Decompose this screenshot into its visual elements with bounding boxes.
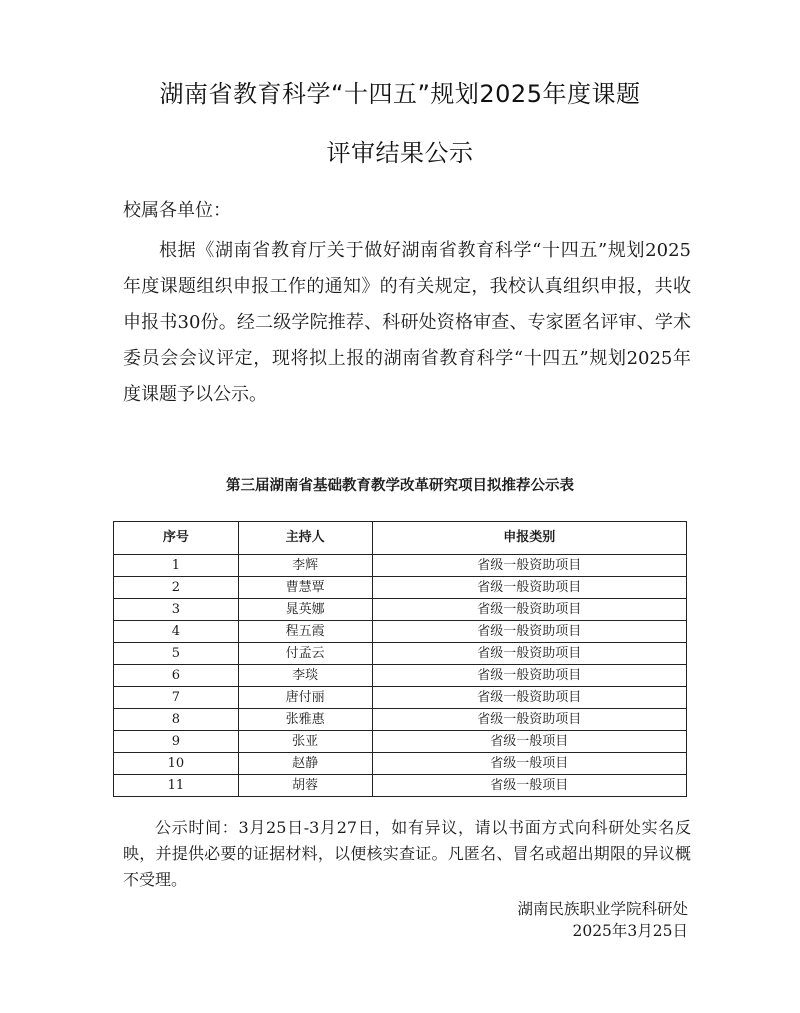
table-header-row [114,522,687,555]
body-paragraph: 根据《湖南省教育厅关于做好湖南省教育科学“十四五”规划2025年度课题组织申报工作的通知》的有关规定，我校认真组织申报，共收申报书30份。经二级学院推荐、科研处资格审查、专家匿名评审、学术委员会会议评定，现将拟上报的湖南省教育科学“十四五”规划2025年度课题予以公示。 [123,240,691,405]
cell-number: 2 [114,577,239,599]
cell-number: 5 [114,643,239,665]
cell-host: 赵静 [238,753,372,775]
cell-category: 省级一般项目 [372,775,686,797]
cell-number: 10 [114,753,239,775]
document-title-line-2: 评审结果公示 [326,139,474,167]
cell-category: 省级一般资助项目 [372,599,686,621]
cell-number: 6 [114,665,239,687]
cell-category: 省级一般资助项目 [372,555,686,577]
cell-category: 省级一般资助项目 [372,621,686,643]
table-row [114,577,687,599]
cell-host: 李辉 [238,555,372,577]
table-row [114,643,687,665]
document-title-line-1: 湖南省教育科学“十四五”规划2025年度课题 [159,80,641,108]
signature-block [517,898,688,942]
cell-number: 3 [114,599,239,621]
table-row [114,555,687,577]
cell-number: 11 [114,775,239,797]
table-row [114,753,687,775]
salutation: 校属各单位： [123,200,231,221]
table-row [114,621,687,643]
table-row [114,687,687,709]
results-table [113,521,687,797]
cell-category: 省级一般资助项目 [372,643,686,665]
cell-category: 省级一般资助项目 [372,709,686,731]
signature-date: 2025年3月25日 [572,922,688,940]
notice-paragraph: 公示时间：3月25日-3月27日，如有异议，请以书面方式向科研处实名反映，并提供必要的证据材料，以便核实查证。凡匿名、冒名或超出期限的异议概不受理。 [123,818,691,889]
cell-number: 1 [114,555,239,577]
signature-organization: 湖南民族职业学院科研处 [517,900,688,918]
cell-number: 9 [114,731,239,753]
header-host: 主持人 [238,522,372,555]
header-number: 序号 [114,522,239,555]
cell-host: 唐付丽 [238,687,372,709]
cell-number: 4 [114,621,239,643]
cell-host: 张雅惠 [238,709,372,731]
cell-number: 8 [114,709,239,731]
cell-category: 省级一般项目 [372,753,686,775]
cell-category: 省级一般资助项目 [372,687,686,709]
cell-host: 程五霞 [238,621,372,643]
table-row [114,599,687,621]
table-row [114,709,687,731]
cell-category: 省级一般资助项目 [372,577,686,599]
table-title: 第三届湖南省基础教育教学改革研究项目拟推荐公示表 [226,478,574,494]
table-row [114,775,687,797]
cell-host: 曹慧覃 [238,577,372,599]
table-row [114,731,687,753]
cell-host: 付孟云 [238,643,372,665]
cell-host: 晁英娜 [238,599,372,621]
cell-host: 张亚 [238,731,372,753]
cell-number: 7 [114,687,239,709]
cell-category: 省级一般资助项目 [372,665,686,687]
cell-host: 李琰 [238,665,372,687]
cell-category: 省级一般项目 [372,731,686,753]
cell-host: 胡蓉 [238,775,372,797]
table-row [114,665,687,687]
header-category: 申报类别 [372,522,686,555]
